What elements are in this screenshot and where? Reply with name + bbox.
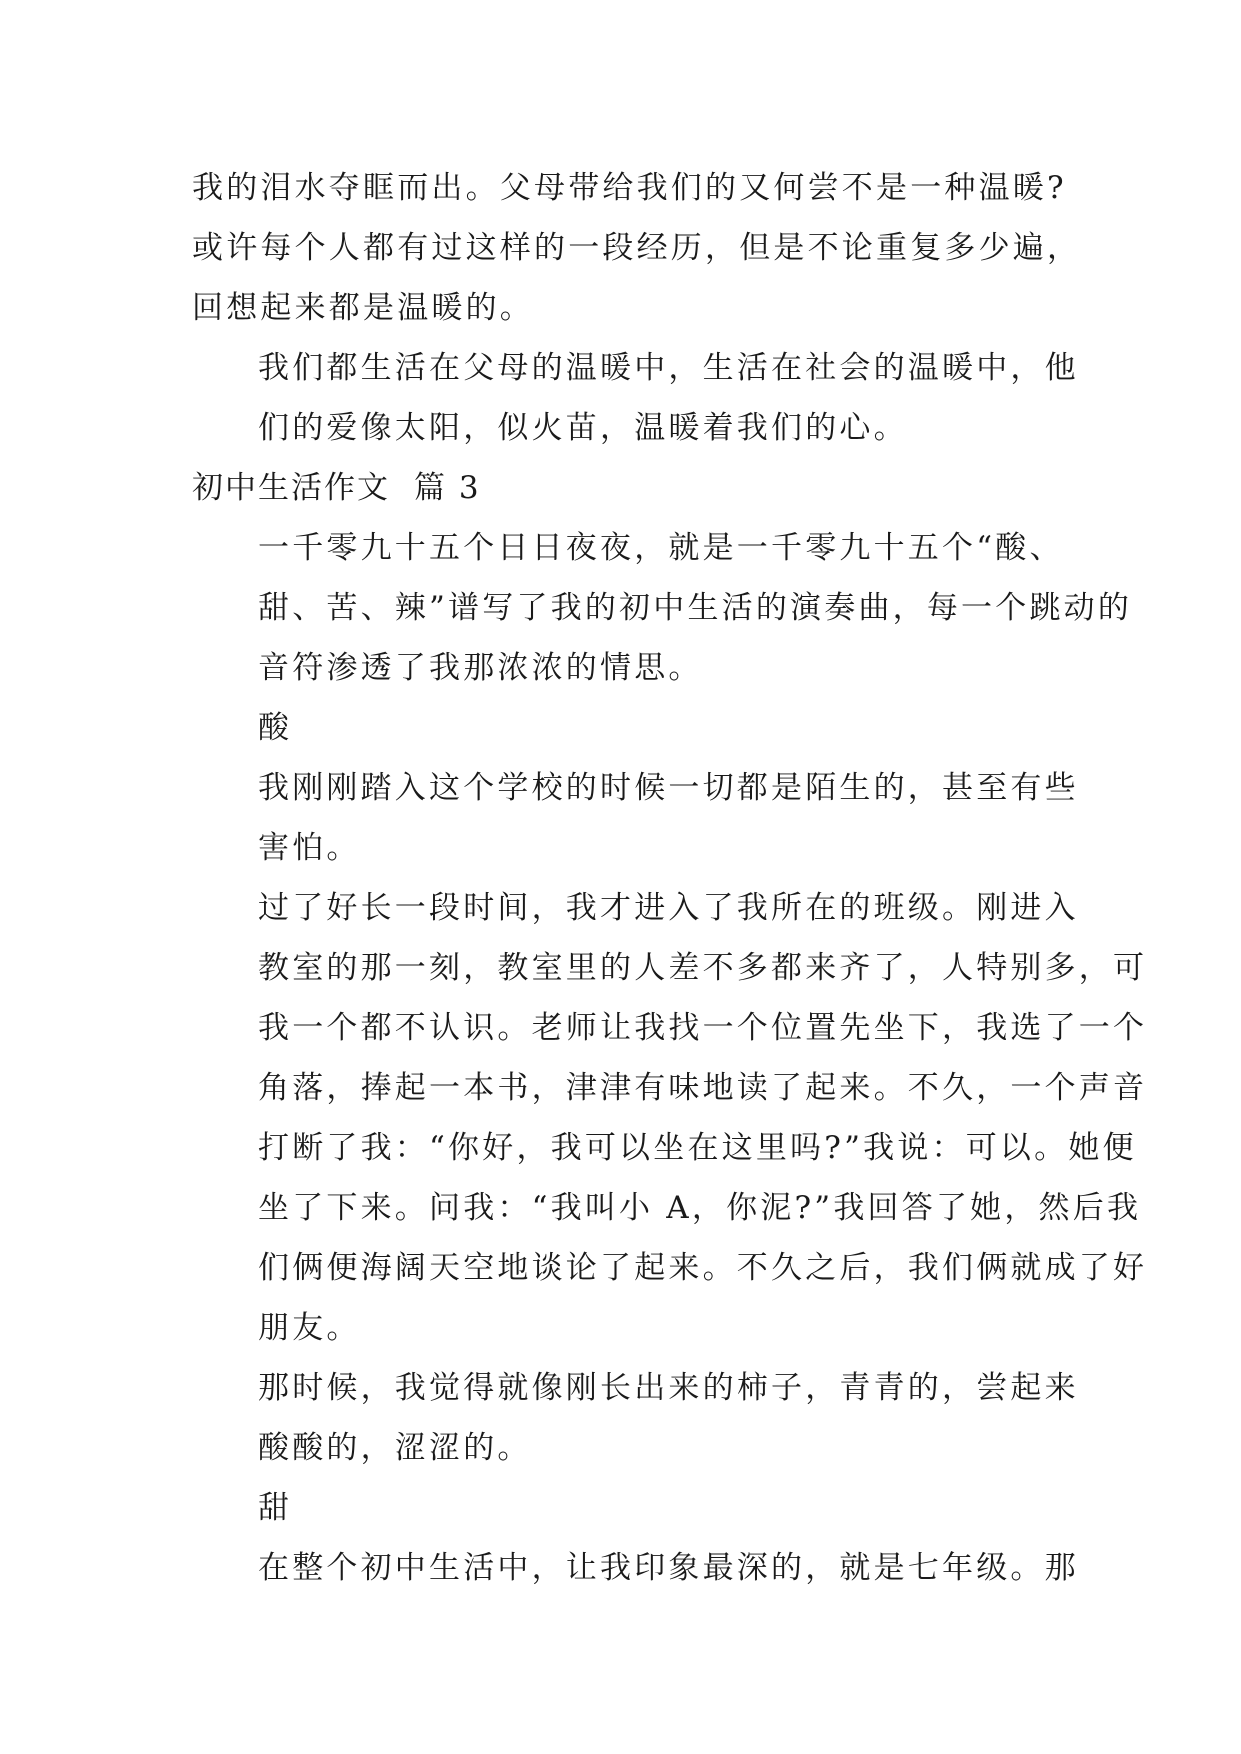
text-line: 在整个初中生活中，让我印象最深的，就是七年级。那 bbox=[258, 1550, 1079, 1586]
text-line: 打断了我：“你好，我可以坐在这里吗?”我说：可以。她便 bbox=[258, 1130, 1137, 1166]
paragraph bbox=[192, 518, 1133, 698]
text-line: 音符渗透了我那浓浓的情思。 bbox=[258, 650, 703, 686]
text-line: 我一个都不认识。老师让我找一个位置先坐下，我选了一个 bbox=[258, 1010, 1148, 1046]
text-line: 朋友。 bbox=[258, 1310, 361, 1346]
section-title: 初中生活作文 bbox=[192, 470, 390, 506]
paragraph bbox=[192, 338, 1079, 458]
paragraph bbox=[192, 158, 1082, 338]
document-body bbox=[192, 158, 1148, 1598]
text-line: 过了好长一段时间，我才进入了我所在的班级。刚进入 bbox=[258, 890, 1079, 926]
text-line: 害怕。 bbox=[258, 830, 361, 866]
text-line: 我刚刚踏入这个学校的时候一切都是陌生的，甚至有些 bbox=[258, 770, 1079, 806]
text-line: 们的爱像太阳，似火苗，温暖着我们的心。 bbox=[258, 410, 908, 446]
text-line: 酸酸的，涩涩的。 bbox=[258, 1430, 532, 1466]
text-line: 们俩便海阔天空地谈论了起来。不久之后，我们俩就成了好 bbox=[258, 1250, 1148, 1286]
text-line: 回想起来都是温暖的。 bbox=[192, 290, 534, 326]
text-line: 坐了下来。问我：“我叫小 A，你泥?”我回答了她，然后我 bbox=[258, 1190, 1142, 1226]
section-heading bbox=[192, 458, 1058, 518]
text-line: 教室的那一刻，教室里的人差不多都来齐了，人特别多，可 bbox=[258, 950, 1148, 986]
section-label: 篇 3 bbox=[414, 470, 481, 506]
text-line: 甜、苦、辣”谱写了我的初中生活的演奏曲，每一个跳动的 bbox=[258, 590, 1133, 626]
paragraph bbox=[192, 698, 1058, 758]
paragraph bbox=[192, 1358, 1079, 1478]
text-line: 酸 bbox=[258, 710, 293, 746]
paragraph bbox=[192, 1538, 1079, 1598]
text-line: 角落，捧起一本书，津津有味地读了起来。不久，一个声音 bbox=[258, 1070, 1148, 1106]
text-line: 或许每个人都有过这样的一段经历，但是不论重复多少遍， bbox=[192, 230, 1082, 266]
paragraph bbox=[192, 878, 1148, 1358]
paragraph bbox=[192, 1478, 1058, 1538]
text-line: 我们都生活在父母的温暖中，生活在社会的温暖中，他 bbox=[258, 350, 1079, 386]
text-line: 甜 bbox=[258, 1490, 293, 1526]
text-line: 那时候，我觉得就像刚长出来的柿子，青青的，尝起来 bbox=[258, 1370, 1079, 1406]
text-line: 我的泪水夺眶而出。父母带给我们的又何尝不是一种温暖? bbox=[192, 170, 1067, 206]
text-line: 一千零九十五个日日夜夜，就是一千零九十五个“酸、 bbox=[258, 530, 1064, 566]
paragraph bbox=[192, 758, 1079, 878]
